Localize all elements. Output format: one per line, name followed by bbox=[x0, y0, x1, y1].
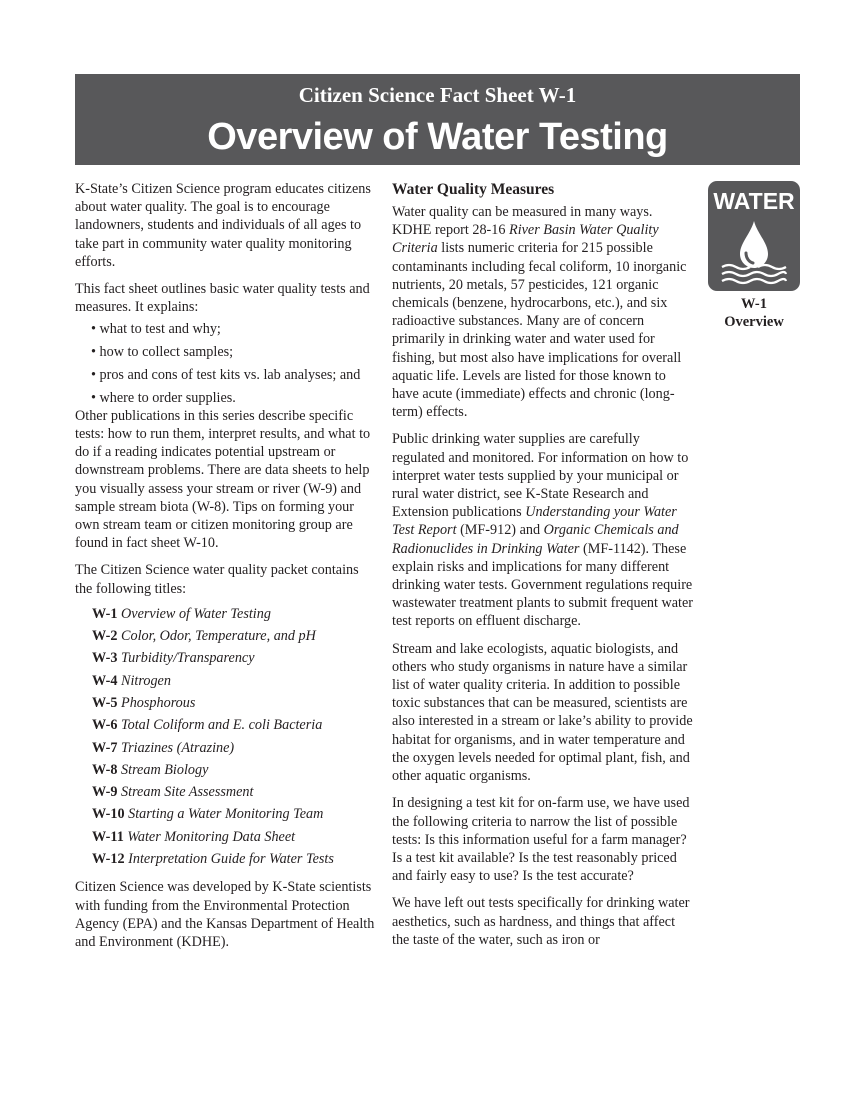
water-badge bbox=[708, 181, 800, 291]
title-code: W-8 bbox=[92, 761, 118, 778]
badge-label: Overview bbox=[724, 314, 784, 330]
title-name: Stream Site Assessment bbox=[121, 784, 254, 801]
water-drop-icon bbox=[720, 219, 788, 285]
list-item bbox=[75, 848, 375, 870]
topics-list bbox=[75, 320, 375, 406]
publication-title: Understanding your Water Test Report bbox=[392, 504, 677, 539]
title-code: W-10 bbox=[92, 806, 125, 823]
other-publications-paragraph: Other publications in this series describe specific tests: how to run them, interpret results, and what to do if a reading indicates potential upstream or downstream problems. There are data sheets to help you visually assess your stream or river (W-9) and sample stream biota (W-8). Tips on forming your own stream team or citizen monitoring group are found in fact sheet W-10. bbox=[75, 407, 371, 552]
title-name: Overview of Water Testing bbox=[121, 605, 271, 622]
list-item: • how to collect samples; bbox=[91, 344, 234, 361]
title-name: Total Coliform and E. coli Bacteria bbox=[121, 717, 323, 734]
report-title: River Basin Water Quality Criteria bbox=[392, 222, 659, 257]
list-item bbox=[75, 759, 375, 781]
title-code: W-11 bbox=[92, 828, 124, 845]
list-item bbox=[75, 692, 375, 714]
title-code: W-4 bbox=[92, 672, 118, 689]
text-span: Public drinking water supplies are carefully regulated and monitored. For information on how to interpret water tests supplied by your municipal or rural water district, see K-State Research and Extension publications bbox=[392, 431, 689, 521]
text-span: (MF-912) and bbox=[456, 522, 544, 539]
title-name: Starting a Water Monitoring Team bbox=[128, 806, 324, 823]
list-item: • where to order supplies. bbox=[91, 389, 236, 406]
text-span: lists numeric criteria for 215 possible contaminants including fecal coliform, 10 inorganic nutrients, 20 metals, 57 pesticides, 121 organic chemicals (benzene, hydrocarbons, etc.), and six radioactive substances. Many are of concern primarily in drinking water and water used for fishing, but most also have implications for overall aquatic life. Levels are listed for those known to have acute (immediate) effects and chronic (long-term) effects. bbox=[392, 240, 687, 421]
title-code: W-1 bbox=[92, 605, 118, 622]
list-item bbox=[75, 625, 375, 647]
omitted-tests-paragraph: We have left out tests specifically for drinking water aesthetics, such as hardness, and things that affect the taste of the water, such as iron or bbox=[392, 895, 690, 948]
title-code: W-12 bbox=[92, 851, 125, 868]
intro-paragraph: K-State’s Citizen Science program educates citizens about water quality. The goal is to encourage landowners, students and individuals of all ages to take part in community water quality monitoring efforts. bbox=[75, 181, 371, 270]
badge-code: W-1 bbox=[740, 296, 768, 312]
list-item: • pros and cons of test kits vs. lab analyses; and bbox=[91, 366, 361, 383]
list-item bbox=[75, 803, 375, 825]
text-span: Water quality can be measured in many ways. KDHE report 28-16 bbox=[392, 204, 653, 239]
packet-titles-list bbox=[75, 603, 375, 871]
list-item bbox=[75, 737, 375, 759]
left-column bbox=[75, 180, 375, 951]
title-code: W-3 bbox=[92, 650, 118, 667]
section-heading: Water Quality Measures bbox=[392, 181, 555, 198]
text-span: (MF-1142). These explain risks and implications for many different drinking water tests. Government regulations require wastewater treatment plants to submit frequent water test reports on effluent discharge. bbox=[392, 540, 693, 630]
header-banner bbox=[75, 74, 800, 165]
list-item bbox=[75, 781, 375, 803]
badge-word: WATER bbox=[713, 188, 795, 214]
title-code: W-9 bbox=[92, 784, 118, 801]
criteria-paragraph: In designing a test kit for on-farm use, we have used the following criteria to narrow the list of possible tests: Is this information useful for a farm manager? Is a test kit available? Is the test reasonably priced and fairly easy to use? Is the test accurate? bbox=[392, 795, 690, 885]
ecologists-paragraph: Stream and lake ecologists, aquatic biologists, and others who study organisms in nature have a similar list of water quality criteria. In addition to possible toxic substances that can be measured, scientists are also interested in a stream or lake’s ability to provide habitat for organisms, and in water temperature and the oxygen levels needed for optimal plant, fish, and other aquatic organisms. bbox=[392, 640, 693, 785]
list-item bbox=[75, 714, 375, 736]
middle-column bbox=[392, 180, 694, 949]
title-name: Stream Biology bbox=[121, 761, 209, 778]
title-name: Turbidity/Transparency bbox=[121, 650, 255, 667]
title-code: W-2 bbox=[92, 628, 118, 645]
title-code: W-7 bbox=[92, 739, 118, 756]
measures-paragraph bbox=[392, 203, 694, 421]
publication-title: Organic Chemicals and Radionuclides in Drinking Water bbox=[392, 522, 679, 557]
list-item bbox=[75, 647, 375, 669]
title-name: Interpretation Guide for Water Tests bbox=[128, 851, 334, 868]
list-item: • what to test and why; bbox=[91, 321, 221, 338]
list-item bbox=[75, 670, 375, 692]
title-code: W-5 bbox=[92, 694, 118, 711]
drinking-water-paragraph bbox=[392, 430, 694, 630]
title-name: Triazines (Atrazine) bbox=[121, 739, 235, 756]
badge-caption bbox=[700, 295, 808, 331]
title-name: Nitrogen bbox=[121, 672, 171, 689]
page-title: Overview of Water Testing bbox=[207, 116, 668, 158]
title-name: Phosphorous bbox=[121, 694, 196, 711]
packet-paragraph: The Citizen Science water quality packet contains the following titles: bbox=[75, 562, 359, 597]
title-name: Color, Odor, Temperature, and pH bbox=[121, 628, 316, 645]
fact-sheet-subtitle: Citizen Science Fact Sheet W-1 bbox=[298, 83, 577, 107]
list-item bbox=[75, 603, 375, 625]
outline-paragraph: This fact sheet outlines basic water quality tests and measures. It explains: bbox=[75, 281, 370, 316]
list-item bbox=[75, 826, 375, 848]
funding-paragraph: Citizen Science was developed by K-State scientists with funding from the Environmental Protection Agency (EPA) and the Kansas Department of Health and Environment (KDHE). bbox=[75, 879, 375, 950]
title-name: Water Monitoring Data Sheet bbox=[127, 828, 296, 845]
title-code: W-6 bbox=[92, 717, 118, 734]
